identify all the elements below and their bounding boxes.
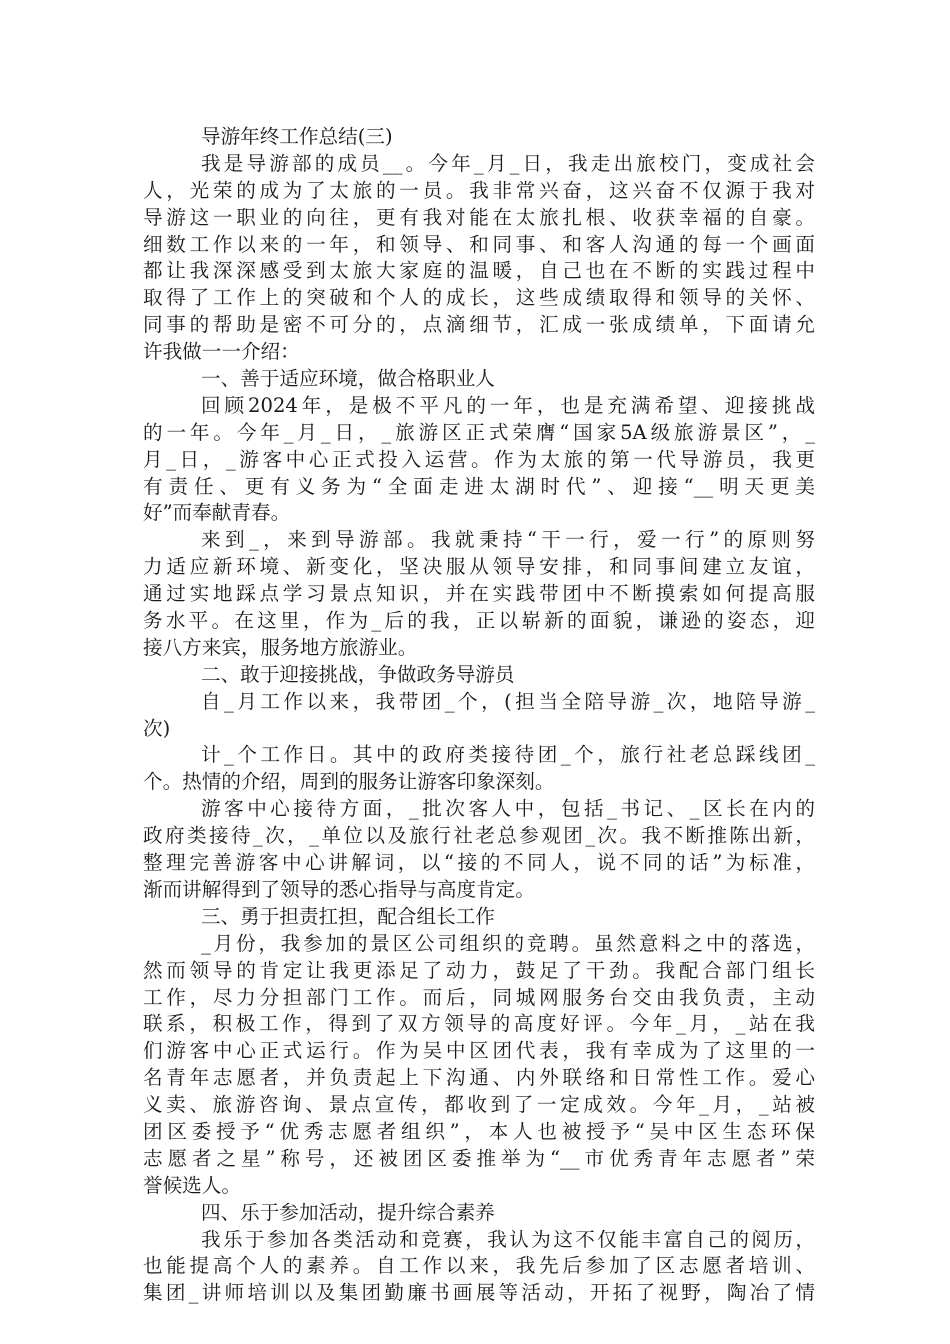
text-line: 次) bbox=[143, 716, 171, 740]
text-line: 导游这一职业的向往，更有我对能在太旅扎根、收获幸福的自豪。 bbox=[143, 205, 815, 229]
text-line: 名青年志愿者，并负责起上下沟通、内外联络和日常性工作。爱心 bbox=[143, 1066, 815, 1090]
text-line: 政府类接待_次，_单位以及旅行社老总参观团_次。我不断推陈出新， bbox=[143, 824, 815, 848]
text-line: 集团_讲师培训以及集团勤廉书画展等活动，开拓了视野，陶冶了情 bbox=[143, 1281, 815, 1305]
text-line: 自_月工作以来，我带团_个，(担当全陪导游_次，地陪导游_ bbox=[201, 689, 815, 713]
text-line: 二、敢于迎接挑战，争做政务导游员 bbox=[201, 662, 515, 686]
text-line: 我乐于参加各类活动和竞赛，我认为这不仅能丰富自己的阅历， bbox=[201, 1227, 815, 1251]
text-line: 我是导游部的成员__。今年_月_日，我走出旅校门，变成社会 bbox=[201, 151, 815, 175]
text-line: 的一年。今年_月_日，_旅游区正式荣膺“国家5A级旅游景区”，_ bbox=[143, 420, 815, 444]
text-line: 许我做一一介绍： bbox=[143, 340, 300, 364]
text-line: 细数工作以来的一年，和领导、和同事、和客人沟通的每一个画面 bbox=[143, 232, 815, 256]
text-line: 人，光荣的成为了太旅的一员。我非常兴奋，这兴奋不仅源于我对 bbox=[143, 178, 815, 202]
text-line: 也能提高个人的素养。自工作以来，我先后参加了区志愿者培训、 bbox=[143, 1254, 815, 1278]
text-line: 取得了工作上的突破和个人的成长，这些成绩取得和领导的关怀、 bbox=[143, 286, 815, 310]
text-line: 游客中心接待方面，_批次客人中，包括_书记、_区长在内的 bbox=[201, 797, 815, 821]
text-line: 渐而讲解得到了领导的悉心指导与高度肯定。 bbox=[143, 877, 535, 901]
text-line: 四、乐于参加活动，提升综合素养 bbox=[201, 1200, 495, 1224]
text-line: 个。热情的介绍，周到的服务让游客印象深刻。 bbox=[143, 770, 555, 794]
text-line: 都让我深深感受到太旅大家庭的温暖，自己也在不断的实践过程中 bbox=[143, 259, 815, 283]
text-line: 们游客中心正式运行。作为吴中区团代表，我有幸成为了这里的一 bbox=[143, 1039, 815, 1063]
text-line: 三、勇于担责扛担，配合组长工作 bbox=[201, 904, 495, 928]
text-line: 同事的帮助是密不可分的，点滴细节，汇成一张成绩单，下面请允 bbox=[143, 313, 815, 337]
text-line: 一、善于适应环境，做合格职业人 bbox=[201, 367, 495, 391]
text-line: 接八方来宾，服务地方旅游业。 bbox=[143, 635, 418, 659]
text-line: 月_日，_游客中心正式投入运营。作为太旅的第一代导游员，我更 bbox=[143, 447, 815, 471]
text-line: 通过实地踩点学习景点知识，并在实践带团中不断摸索如何提高服 bbox=[143, 582, 815, 606]
text-line: 整理完善游客中心讲解词，以“接的不同人，说不同的话”为标准， bbox=[143, 851, 815, 875]
text-line: 来到_，来到导游部。我就秉持“干一行，爱一行”的原则努 bbox=[201, 528, 815, 552]
text-line: 志愿者之星”称号，还被团区委推举为“__市优秀青年志愿者”荣 bbox=[143, 1146, 815, 1170]
text-line: 计_个工作日。其中的政府类接待团_个，旅行社老总踩线团_ bbox=[201, 743, 815, 767]
document-body bbox=[143, 124, 815, 1307]
text-line: 好”而奉献青春。 bbox=[143, 501, 291, 525]
text-line: 力适应新环境、新变化，坚决服从领导安排，和同事间建立友谊， bbox=[143, 555, 815, 579]
text-line: 然而领导的肯定让我更添足了动力，鼓足了干劲。我配合部门组长 bbox=[143, 958, 815, 982]
text-line: 义卖、旅游咨询、景点宣传，都收到了一定成效。今年_月，_站被 bbox=[143, 1093, 815, 1117]
text-line: _月份，我参加的景区公司组织的竞聘。虽然意料之中的落选， bbox=[201, 931, 815, 955]
text-line: 回顾2024年，是极不平凡的一年，也是充满希望、迎接挑战 bbox=[201, 393, 815, 417]
text-line: 务水平。在这里，作为_后的我，正以崭新的面貌，谦逊的姿态，迎 bbox=[143, 609, 815, 633]
text-line: 联系，积极工作，得到了双方领导的高度好评。今年_月，_站在我 bbox=[143, 1012, 815, 1036]
text-line: 团区委授予“优秀志愿者组织”，本人也被授予“吴中区生态环保 bbox=[143, 1119, 815, 1143]
text-line: 有责任、更有义务为“全面走进太湖时代”、迎接“__明天更美 bbox=[143, 474, 815, 498]
document-title: 导游年终工作总结(三) bbox=[201, 125, 393, 148]
text-line: 工作，尽力分担部门工作。而后，同城网服务台交由我负责，主动 bbox=[143, 985, 815, 1009]
text-line: 誉候选人。 bbox=[143, 1173, 241, 1197]
